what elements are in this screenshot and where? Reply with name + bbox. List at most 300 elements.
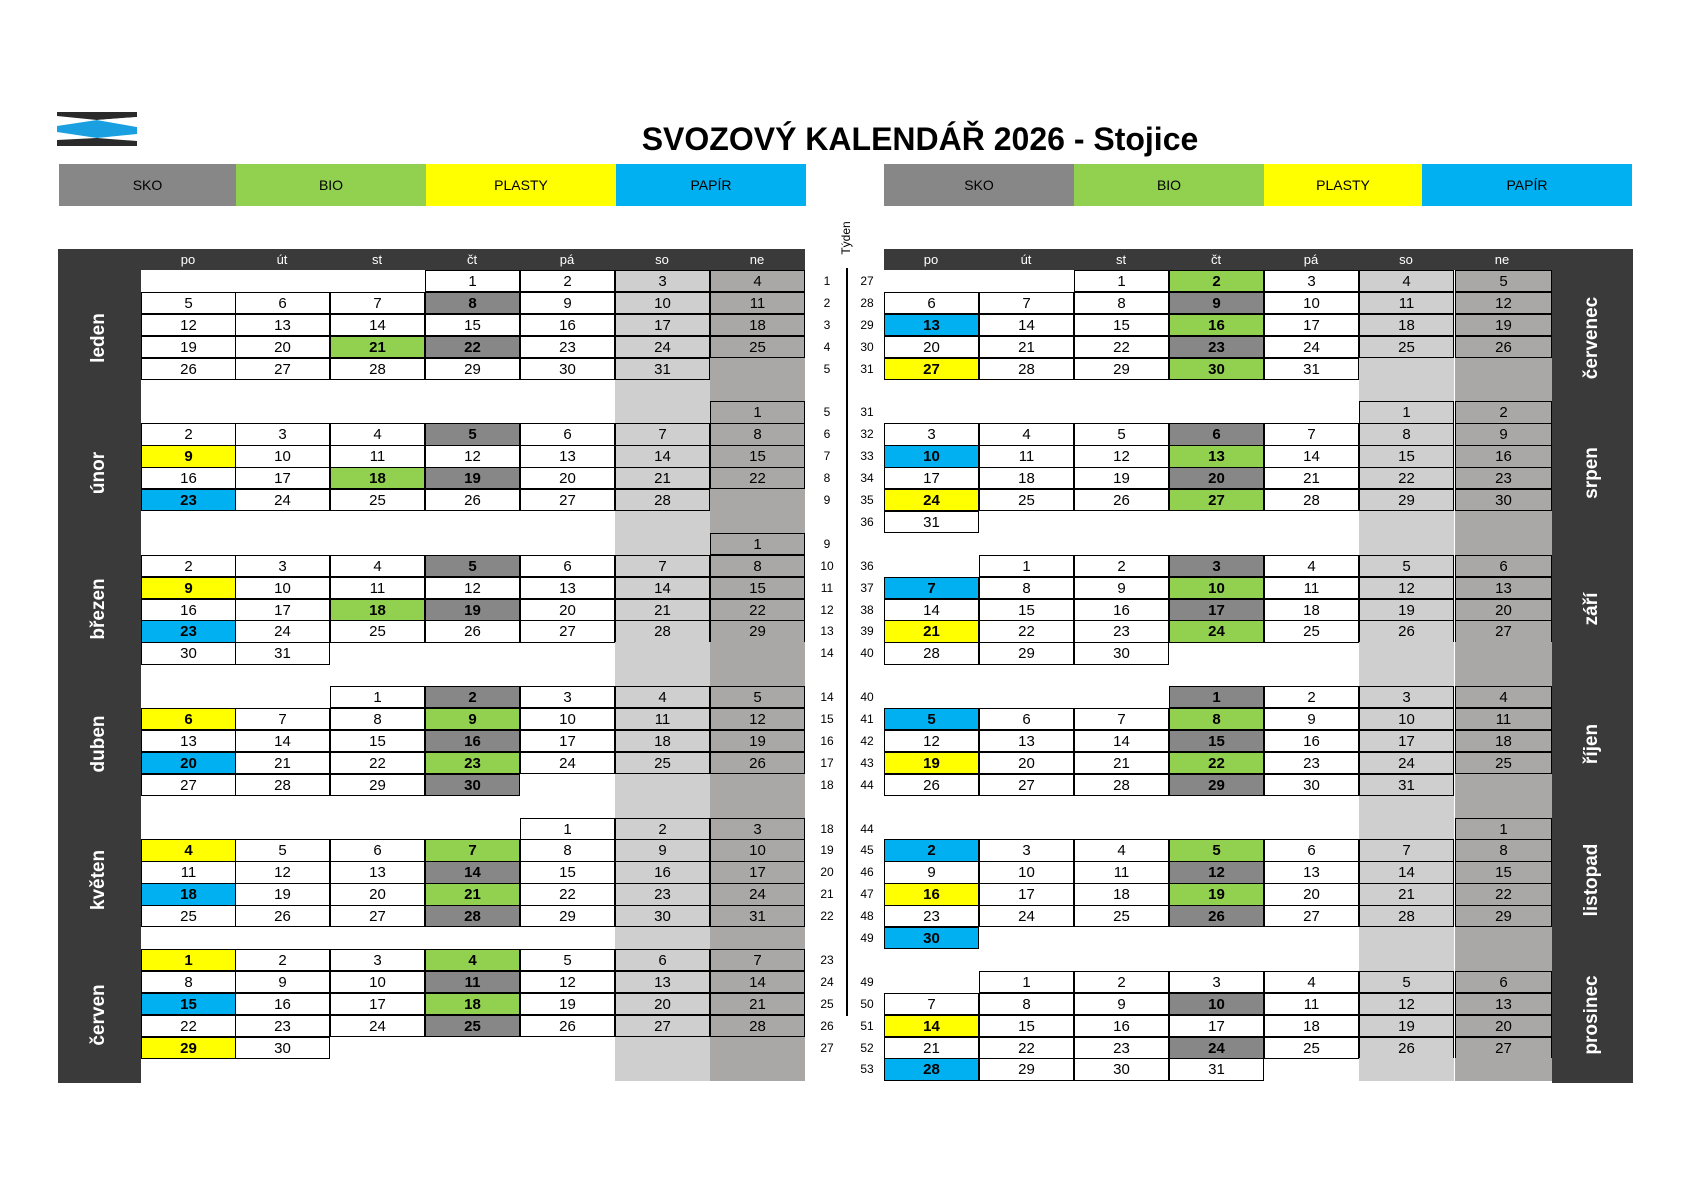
day-cell: 26 xyxy=(710,752,805,774)
day-cell: 18 xyxy=(330,467,425,489)
week-number: 26 xyxy=(820,1018,834,1033)
day-cell: 23 xyxy=(884,905,979,927)
day-header-st: st xyxy=(371,252,383,267)
weekend-filler xyxy=(710,927,805,949)
day-cell: 24 xyxy=(1264,336,1359,358)
day-cell: 23 xyxy=(235,1015,330,1037)
day-cell: 24 xyxy=(710,883,805,905)
day-cell: 9 xyxy=(520,292,615,314)
day-cell: 31 xyxy=(235,642,330,664)
day-cell: 24 xyxy=(979,905,1074,927)
day-cell: 21 xyxy=(1359,883,1454,905)
day-cell: 27 xyxy=(979,774,1074,796)
day-cell: 19 xyxy=(1359,599,1454,621)
week-column-header: Týden xyxy=(839,221,853,255)
weekend-filler xyxy=(1359,642,1454,664)
day-cell: 29 xyxy=(425,358,520,380)
day-cell: 28 xyxy=(884,1058,979,1080)
week-number: 10 xyxy=(820,558,834,573)
day-cell: 20 xyxy=(1169,467,1264,489)
day-cell: 2 xyxy=(235,949,330,971)
day-cell: 28 xyxy=(425,905,520,927)
week-number: 9 xyxy=(823,493,831,507)
day-cell: 2 xyxy=(615,818,710,840)
day-cell: 1 xyxy=(425,270,520,292)
day-cell: 15 xyxy=(520,861,615,883)
day-cell: 26 xyxy=(1169,905,1264,927)
week-number: 44 xyxy=(860,777,874,792)
day-cell: 23 xyxy=(1169,336,1264,358)
day-cell: 7 xyxy=(235,708,330,730)
day-cell: 8 xyxy=(141,971,236,993)
day-cell: 22 xyxy=(1074,336,1169,358)
day-cell: 6 xyxy=(235,292,330,314)
day-cell: 30 xyxy=(1264,774,1359,796)
day-cell: 7 xyxy=(425,839,520,861)
day-cell: 18 xyxy=(979,467,1074,489)
week-number: 25 xyxy=(820,996,834,1011)
day-cell: 11 xyxy=(141,861,236,883)
day-cell: 29 xyxy=(330,774,425,796)
day-cell: 31 xyxy=(615,358,710,380)
day-cell: 30 xyxy=(1169,358,1264,380)
month-label-červenec: červenec xyxy=(1581,296,1602,379)
week-number: 7 xyxy=(823,449,831,464)
day-cell: 22 xyxy=(710,599,805,621)
day-cell: 14 xyxy=(884,599,979,621)
week-number: 23 xyxy=(820,952,834,967)
day-cell: 24 xyxy=(1359,752,1454,774)
day-cell: 28 xyxy=(884,642,979,664)
day-cell: 23 xyxy=(141,489,236,511)
day-cell: 8 xyxy=(1169,708,1264,730)
day-cell: 22 xyxy=(979,1037,1074,1059)
day-cell: 1 xyxy=(1074,270,1169,292)
day-cell: 26 xyxy=(235,905,330,927)
day-cell: 22 xyxy=(330,752,425,774)
day-cell: 26 xyxy=(1074,489,1169,511)
day-cell: 5 xyxy=(141,292,236,314)
day-cell: 13 xyxy=(330,861,425,883)
week-number: 20 xyxy=(820,865,834,880)
week-number: 46 xyxy=(860,865,874,880)
day-cell: 29 xyxy=(1169,774,1264,796)
day-header-pá: pá xyxy=(559,252,575,267)
legend-papír: PAPÍR xyxy=(616,164,806,206)
weekend-filler xyxy=(615,642,710,664)
day-cell: 18 xyxy=(141,883,236,905)
day-cell: 28 xyxy=(710,1015,805,1037)
day-cell: 17 xyxy=(235,467,330,489)
day-header-čt: čt xyxy=(466,252,478,267)
day-cell: 11 xyxy=(330,577,425,599)
day-cell: 2 xyxy=(1455,401,1552,423)
day-cell: 9 xyxy=(1169,292,1264,314)
day-cell: 13 xyxy=(884,314,979,336)
day-cell: 20 xyxy=(141,752,236,774)
day-cell: 25 xyxy=(615,752,710,774)
day-cell: 9 xyxy=(141,577,236,599)
day-cell: 2 xyxy=(1264,686,1359,708)
legend-left xyxy=(59,164,806,206)
weekend-filler xyxy=(1359,380,1454,402)
day-cell: 8 xyxy=(1455,839,1552,861)
day-cell: 12 xyxy=(141,314,236,336)
day-cell: 10 xyxy=(330,971,425,993)
day-cell: 19 xyxy=(1074,467,1169,489)
day-cell: 1 xyxy=(1359,401,1454,423)
day-cell: 10 xyxy=(1169,993,1264,1015)
weekend-filler xyxy=(710,774,805,796)
week-number: 30 xyxy=(860,339,874,354)
day-cell: 11 xyxy=(425,971,520,993)
day-cell: 15 xyxy=(979,1015,1074,1037)
day-cell: 6 xyxy=(1455,971,1552,993)
week-number: 29 xyxy=(860,317,874,332)
day-cell: 9 xyxy=(1455,423,1552,445)
day-cell: 21 xyxy=(615,467,710,489)
week-number: 48 xyxy=(860,909,874,924)
weekend-filler xyxy=(1455,642,1552,664)
day-cell: 25 xyxy=(1359,336,1454,358)
weekend-filler xyxy=(710,642,805,664)
day-cell: 29 xyxy=(979,642,1074,664)
legend-bio: BIO xyxy=(1074,164,1264,206)
day-cell: 6 xyxy=(615,949,710,971)
day-cell: 27 xyxy=(1455,620,1552,642)
week-number: 3 xyxy=(823,317,831,332)
day-cell: 13 xyxy=(520,445,615,467)
day-cell: 9 xyxy=(615,839,710,861)
week-number: 1 xyxy=(823,274,831,288)
day-cell: 15 xyxy=(1455,861,1552,883)
day-cell: 4 xyxy=(615,686,710,708)
legend-bio: BIO xyxy=(236,164,426,206)
day-cell: 10 xyxy=(884,445,979,467)
day-cell: 11 xyxy=(710,292,805,314)
day-cell: 19 xyxy=(710,730,805,752)
day-cell: 2 xyxy=(141,555,236,577)
day-cell: 18 xyxy=(1264,599,1359,621)
day-cell: 10 xyxy=(1264,292,1359,314)
day-cell: 10 xyxy=(520,708,615,730)
day-cell: 13 xyxy=(979,730,1074,752)
day-cell: 14 xyxy=(425,861,520,883)
day-cell: 3 xyxy=(1169,971,1264,993)
day-cell: 12 xyxy=(235,861,330,883)
day-cell: 16 xyxy=(884,883,979,905)
day-cell: 23 xyxy=(1455,467,1552,489)
day-cell: 16 xyxy=(520,314,615,336)
day-cell: 20 xyxy=(235,336,330,358)
day-cell: 20 xyxy=(615,993,710,1015)
week-number: 9 xyxy=(823,536,831,551)
day-cell: 5 xyxy=(1169,839,1264,861)
day-cell: 4 xyxy=(1264,555,1359,577)
month-label-březen: březen xyxy=(88,578,109,640)
day-cell: 7 xyxy=(710,949,805,971)
weekend-filler xyxy=(615,401,710,423)
day-cell: 12 xyxy=(1359,993,1454,1015)
day-header-ne: ne xyxy=(749,252,765,267)
day-cell: 2 xyxy=(141,423,236,445)
weekend-filler xyxy=(1455,380,1552,402)
day-cell: 8 xyxy=(979,993,1074,1015)
month-label-červen: červen xyxy=(88,984,109,1046)
day-cell: 4 xyxy=(330,555,425,577)
day-cell: 28 xyxy=(1074,774,1169,796)
day-cell: 15 xyxy=(710,445,805,467)
day-cell: 28 xyxy=(235,774,330,796)
day-cell: 20 xyxy=(884,336,979,358)
day-cell: 19 xyxy=(425,467,520,489)
day-cell: 14 xyxy=(1264,445,1359,467)
day-cell: 18 xyxy=(615,730,710,752)
day-cell: 13 xyxy=(1455,577,1552,599)
weekend-filler xyxy=(615,533,710,555)
day-cell: 29 xyxy=(1074,358,1169,380)
day-cell: 25 xyxy=(141,905,236,927)
day-cell: 1 xyxy=(710,401,805,423)
weekend-filler xyxy=(615,511,710,533)
day-cell: 25 xyxy=(1264,620,1359,642)
day-cell: 27 xyxy=(520,620,615,642)
weekend-filler xyxy=(615,774,710,796)
day-header-út: út xyxy=(276,252,288,267)
day-cell: 14 xyxy=(710,971,805,993)
day-cell: 7 xyxy=(884,577,979,599)
weekend-filler xyxy=(1455,796,1552,818)
day-cell: 18 xyxy=(1455,730,1552,752)
day-cell: 15 xyxy=(1074,314,1169,336)
day-cell: 16 xyxy=(615,861,710,883)
week-number: 40 xyxy=(860,690,874,705)
weekend-filler xyxy=(710,489,805,511)
day-cell: 3 xyxy=(884,423,979,445)
legend-right xyxy=(884,164,1632,206)
day-cell: 20 xyxy=(979,752,1074,774)
weekend-filler xyxy=(1455,358,1552,380)
week-number: 28 xyxy=(860,295,874,310)
week-number: 38 xyxy=(860,602,874,617)
week-number: 47 xyxy=(860,887,874,902)
day-cell: 20 xyxy=(330,883,425,905)
day-header-ne: ne xyxy=(1494,252,1510,267)
day-cell: 11 xyxy=(1359,292,1454,314)
day-cell: 2 xyxy=(884,839,979,861)
day-cell: 21 xyxy=(615,599,710,621)
weekend-filler xyxy=(1359,949,1454,971)
day-cell: 26 xyxy=(1359,620,1454,642)
day-cell: 9 xyxy=(235,971,330,993)
day-cell: 4 xyxy=(1264,971,1359,993)
day-cell: 30 xyxy=(884,927,979,949)
week-number: 45 xyxy=(860,843,874,858)
day-cell: 6 xyxy=(141,708,236,730)
day-cell: 30 xyxy=(141,642,236,664)
day-cell: 2 xyxy=(520,270,615,292)
day-cell: 25 xyxy=(1264,1037,1359,1059)
day-cell: 10 xyxy=(235,577,330,599)
day-cell: 12 xyxy=(425,445,520,467)
week-number: 15 xyxy=(820,712,834,726)
day-cell: 6 xyxy=(520,423,615,445)
day-cell: 28 xyxy=(1264,489,1359,511)
day-cell: 31 xyxy=(710,905,805,927)
day-cell: 21 xyxy=(710,993,805,1015)
week-number: 44 xyxy=(860,821,874,836)
legend-sko: SKO xyxy=(59,164,236,206)
day-cell: 8 xyxy=(1359,423,1454,445)
week-number: 51 xyxy=(860,1018,874,1033)
day-cell: 16 xyxy=(425,730,520,752)
day-cell: 9 xyxy=(141,445,236,467)
week-number: 17 xyxy=(820,755,834,770)
day-cell: 19 xyxy=(1359,1015,1454,1037)
day-cell: 21 xyxy=(1264,467,1359,489)
week-number: 37 xyxy=(860,580,874,595)
day-cell: 7 xyxy=(615,423,710,445)
weekend-filler xyxy=(710,358,805,380)
weekend-filler xyxy=(1359,1058,1454,1080)
month-label-květen: květen xyxy=(88,849,109,910)
day-cell: 14 xyxy=(615,445,710,467)
week-number: 36 xyxy=(860,514,874,529)
week-number: 2 xyxy=(823,295,831,310)
month-label-říjen: říjen xyxy=(1581,724,1602,765)
day-cell: 8 xyxy=(330,708,425,730)
day-cell: 11 xyxy=(1074,861,1169,883)
weekend-filler xyxy=(710,1037,805,1059)
week-number: 8 xyxy=(823,471,831,486)
week-number: 31 xyxy=(860,361,874,376)
day-cell: 3 xyxy=(710,818,805,840)
day-cell: 13 xyxy=(141,730,236,752)
day-cell: 8 xyxy=(710,423,805,445)
day-cell: 17 xyxy=(330,993,425,1015)
day-cell: 18 xyxy=(1359,314,1454,336)
day-cell: 17 xyxy=(1169,599,1264,621)
day-cell: 15 xyxy=(1169,730,1264,752)
day-cell: 24 xyxy=(330,1015,425,1037)
day-cell: 23 xyxy=(141,620,236,642)
week-number: 21 xyxy=(820,887,834,902)
week-number: 27 xyxy=(860,274,874,288)
day-cell: 8 xyxy=(520,839,615,861)
weekend-filler xyxy=(1359,533,1454,555)
day-cell: 19 xyxy=(1455,314,1552,336)
day-cell: 31 xyxy=(1264,358,1359,380)
day-cell: 19 xyxy=(884,752,979,774)
weekend-filler xyxy=(710,1058,805,1080)
day-header-út: út xyxy=(1020,252,1032,267)
day-cell: 2 xyxy=(425,686,520,708)
day-cell: 6 xyxy=(520,555,615,577)
day-cell: 18 xyxy=(1074,883,1169,905)
day-cell: 22 xyxy=(141,1015,236,1037)
day-cell: 22 xyxy=(710,467,805,489)
day-cell: 7 xyxy=(1359,839,1454,861)
weekend-filler xyxy=(1455,511,1552,533)
week-number: 39 xyxy=(860,624,874,639)
day-cell: 20 xyxy=(1264,883,1359,905)
day-cell: 11 xyxy=(615,708,710,730)
weekend-filler xyxy=(710,664,805,686)
day-cell: 1 xyxy=(979,555,1074,577)
day-cell: 16 xyxy=(1455,445,1552,467)
weekend-filler xyxy=(1455,949,1552,971)
day-cell: 24 xyxy=(615,336,710,358)
day-cell: 16 xyxy=(235,993,330,1015)
day-header-so: so xyxy=(655,252,669,267)
day-cell: 15 xyxy=(425,314,520,336)
day-cell: 5 xyxy=(1455,270,1552,292)
day-cell: 18 xyxy=(330,599,425,621)
day-cell: 28 xyxy=(615,489,710,511)
day-cell: 23 xyxy=(1074,1037,1169,1059)
day-cell: 12 xyxy=(1074,445,1169,467)
day-cell: 12 xyxy=(1359,577,1454,599)
day-header-čt: čt xyxy=(1210,252,1222,267)
day-cell: 5 xyxy=(425,555,520,577)
day-cell: 14 xyxy=(235,730,330,752)
day-cell: 26 xyxy=(884,774,979,796)
day-cell: 18 xyxy=(425,993,520,1015)
weekend-filler xyxy=(1455,927,1552,949)
day-cell: 19 xyxy=(425,599,520,621)
day-cell: 17 xyxy=(520,730,615,752)
day-cell: 9 xyxy=(425,708,520,730)
day-cell: 17 xyxy=(979,883,1074,905)
day-cell: 28 xyxy=(1359,905,1454,927)
week-number: 18 xyxy=(820,777,834,792)
day-cell: 7 xyxy=(884,993,979,1015)
week-number: 49 xyxy=(860,974,874,989)
day-cell: 1 xyxy=(141,949,236,971)
day-cell: 23 xyxy=(520,336,615,358)
day-cell: 28 xyxy=(979,358,1074,380)
day-cell: 4 xyxy=(330,423,425,445)
day-cell: 1 xyxy=(1169,686,1264,708)
weekend-filler xyxy=(615,664,710,686)
day-cell: 22 xyxy=(425,336,520,358)
day-cell: 30 xyxy=(1074,642,1169,664)
day-cell: 3 xyxy=(330,949,425,971)
day-cell: 24 xyxy=(520,752,615,774)
day-header-st: st xyxy=(1115,252,1127,267)
day-cell: 30 xyxy=(520,358,615,380)
week-number: 19 xyxy=(820,843,834,858)
day-cell: 24 xyxy=(884,489,979,511)
day-cell: 14 xyxy=(884,1015,979,1037)
day-cell: 7 xyxy=(979,292,1074,314)
day-cell: 6 xyxy=(884,292,979,314)
day-cell: 5 xyxy=(235,839,330,861)
day-cell: 25 xyxy=(1455,752,1552,774)
week-number: 24 xyxy=(820,974,834,989)
day-cell: 16 xyxy=(1169,314,1264,336)
week-number: 14 xyxy=(820,646,834,661)
day-cell: 12 xyxy=(710,708,805,730)
week-number: 16 xyxy=(820,733,834,748)
week-number: 53 xyxy=(860,1062,874,1077)
week-number: 52 xyxy=(860,1040,874,1055)
day-cell: 24 xyxy=(235,620,330,642)
day-cell: 4 xyxy=(1359,270,1454,292)
day-cell: 17 xyxy=(235,599,330,621)
day-cell: 24 xyxy=(235,489,330,511)
day-cell: 16 xyxy=(141,599,236,621)
